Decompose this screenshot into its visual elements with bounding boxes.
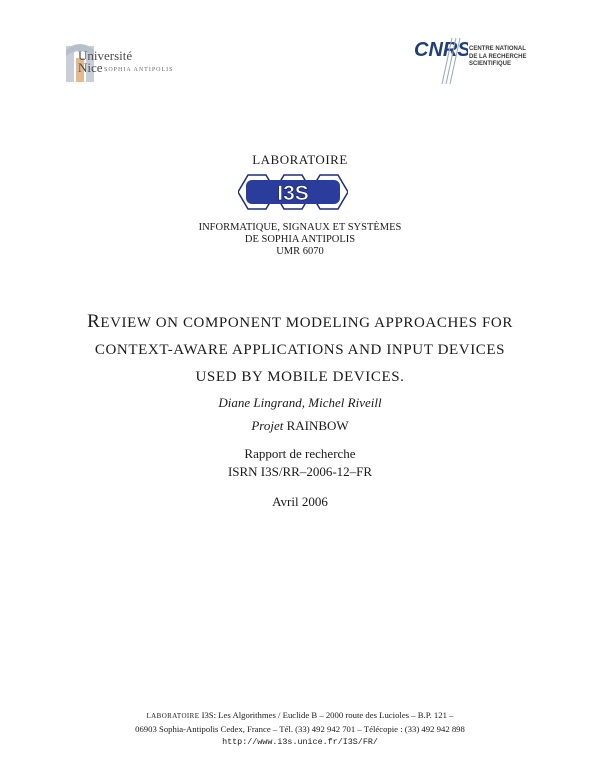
lab-full-name: INFORMATIQUE, SIGNAUX ET SYSTÈMES DE SOPHIA ANTIPOLIS UMR 6070	[198, 222, 402, 257]
cnrs-mark-icon	[412, 32, 468, 86]
svg-text:I3S: I3S	[277, 182, 309, 205]
isrn-number: ISRN I3S/RR–2006-12–FR	[227, 464, 373, 479]
report-date: Avril 2006	[272, 494, 328, 509]
project: Projet RAINBOW	[251, 418, 349, 433]
footer-url[interactable]: http://www.i3s.unice.fr/I3S/FR/	[222, 737, 378, 747]
authors: Diane Lingrand, Michel Riveill	[218, 395, 382, 410]
university-nice-logo	[64, 40, 174, 86]
report-title: REVIEW ON COMPONENT MODELING APPROACHES FOR CONTEXT-AWARE APPLICATIONS AND INPUT DEVICES USED BY MOBILE DEVICES.	[87, 311, 513, 385]
i3s-logo	[238, 172, 348, 212]
cnrs-full-name: CENTRE NATIONAL DE LA RECHERCHE SCIENTIFIQUE	[469, 46, 527, 67]
svg-text:CNRS: CNRS	[414, 39, 468, 61]
report-type: Rapport de recherche	[244, 446, 356, 461]
footer-address: LABORATOIRE I3S: Les Algorithmes / Euclide B – 2000 route des Lucioles – B.P. 121 – 06903 Sophia-Antipolis Cedex, France – Tél. (33) 492 942 701 – Télécopie : (33) 492 942 898 http://www.i3s.unice.fr/I3S/FR/	[0, 709, 600, 749]
cnrs-logo	[412, 32, 532, 86]
university-subtitle: SOPHIA ANTIPOLIS	[104, 67, 174, 73]
lab-heading: LABORATOIRE	[252, 152, 348, 167]
university-name: Université Nice	[78, 48, 133, 75]
